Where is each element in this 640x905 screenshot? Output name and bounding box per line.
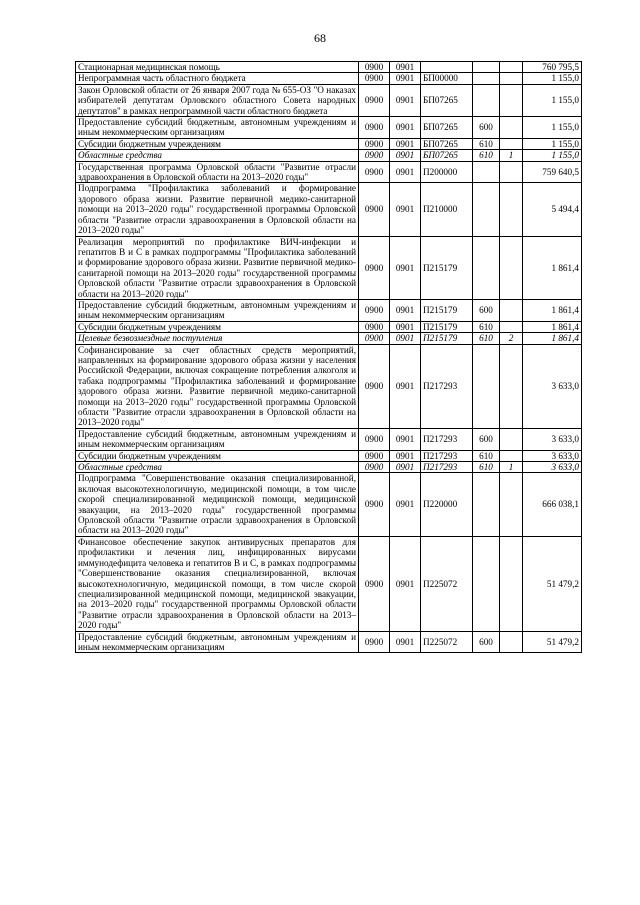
section-code-cell: 0900 (359, 450, 390, 461)
table-row (76, 428, 582, 450)
amount-cell: 3 633,0 (523, 462, 582, 473)
expense-type-cell (473, 473, 500, 536)
target-article-cell: П210000 (421, 183, 473, 236)
expense-type-cell: 610 (473, 333, 500, 344)
row-name-cell: Финансовое обеспечение закупок антивирусных препаратов для профилактики и лечения лиц, инфицированных вирусами иммунодефицита человека и гепатитов В и С, в рамках подпрограммы "Совершенствование оказания специализированной, включая высокотехнологичную, медицинской помощи, в том числе скорой специализированной медицинской помощи, медицинской эвакуации, на 2013–2020 годы" государственной программы Орловской области "Развитие отрасли здравоохранения в Орловской области на 2013–2020 годы" (76, 536, 359, 631)
table-row (76, 62, 582, 73)
row-name-cell: Субсидии бюджетным учреждениям (76, 138, 359, 149)
row-name-cell: Целевые безвозмездные поступления (76, 333, 359, 344)
source-cell (500, 84, 523, 116)
source-cell (500, 450, 523, 461)
subsection-code-cell: 0901 (390, 73, 421, 84)
amount-cell: 3 633,0 (523, 450, 582, 461)
subsection-code-cell: 0901 (390, 84, 421, 116)
source-cell (500, 344, 523, 428)
expense-type-cell: 610 (473, 321, 500, 332)
amount-cell: 3 633,0 (523, 428, 582, 450)
source-cell (500, 473, 523, 536)
target-article-cell: П217293 (421, 450, 473, 461)
subsection-code-cell: 0901 (390, 344, 421, 428)
source-cell (500, 138, 523, 149)
amount-cell: 1 861,4 (523, 333, 582, 344)
target-article-cell: БП07265 (421, 150, 473, 161)
table-row (76, 450, 582, 461)
target-article-cell: П217293 (421, 462, 473, 473)
section-code-cell: 0900 (359, 138, 390, 149)
subsection-code-cell: 0901 (390, 428, 421, 450)
expense-type-cell: 600 (473, 631, 500, 653)
section-code-cell: 0900 (359, 321, 390, 332)
table-row (76, 150, 582, 161)
section-code-cell: 0900 (359, 84, 390, 116)
subsection-code-cell: 0901 (390, 321, 421, 332)
target-article-cell: П215179 (421, 333, 473, 344)
budget-table (75, 61, 582, 653)
amount-cell: 3 633,0 (523, 344, 582, 428)
expense-type-cell (473, 236, 500, 299)
table-row (76, 321, 582, 332)
amount-cell: 760 795,5 (523, 62, 582, 73)
amount-cell: 51 479,2 (523, 631, 582, 653)
subsection-code-cell: 0901 (390, 450, 421, 461)
amount-cell: 5 494,4 (523, 183, 582, 236)
table-row (76, 183, 582, 236)
expense-type-cell (473, 161, 500, 183)
row-name-cell: Закон Орловской области от 26 января 2007 года № 655-ОЗ "О наказах избирателей депутатам Орловского областного Совета народных депутатов" в рамках непрограммной части областного бюджета (76, 84, 359, 116)
expense-type-cell: 610 (473, 462, 500, 473)
target-article-cell: П225072 (421, 631, 473, 653)
expense-type-cell (473, 183, 500, 236)
expense-type-cell (473, 62, 500, 73)
row-name-cell: Реализация мероприятий по профилактике ВИЧ-инфекции и гепатитов В и С в рамках подпрограммы "Профилактика заболеваний и формирование здорового образа жизни. Развитие первичной медико-санитарной помощи на 2013–2020 годы" государственной программы Орловской области "Развитие отрасли здравоохранения в Орловской области на 2013–2020 годы" (76, 236, 359, 299)
source-cell (500, 631, 523, 653)
amount-cell: 1 155,0 (523, 117, 582, 139)
expense-type-cell: 600 (473, 117, 500, 139)
row-name-cell: Субсидии бюджетным учреждениям (76, 321, 359, 332)
source-cell: 1 (500, 462, 523, 473)
section-code-cell: 0900 (359, 333, 390, 344)
source-cell: 1 (500, 150, 523, 161)
target-article-cell: БП07265 (421, 84, 473, 116)
table-row (76, 236, 582, 299)
row-name-cell: Подпрограмма "Профилактика заболеваний и формирование здорового образа жизни. Развитие первичной медико-санитарной помощи на 2013–2020 годы" государственной программы Орловской области "Развитие отрасли здравоохранения в Орловской области на 2013–2020 годы" (76, 183, 359, 236)
amount-cell: 1 861,4 (523, 299, 582, 321)
source-cell (500, 536, 523, 631)
row-name-cell: Подпрограмма "Совершенствование оказания специализированной, включая высокотехнологичную, медицинской помощи, в том числе скорой специализированной медицинской помощи, медицинской эвакуации, на 2013–2020 годы" государственной программы Орловской области "Развитие отрасли здравоохранения в Орловской области на 2013–2020 годы" (76, 473, 359, 536)
target-article-cell: П215179 (421, 236, 473, 299)
section-code-cell: 0900 (359, 117, 390, 139)
section-code-cell: 0900 (359, 161, 390, 183)
subsection-code-cell: 0901 (390, 299, 421, 321)
expense-type-cell: 610 (473, 138, 500, 149)
row-name-cell: Стационарная медицинская помощь (76, 62, 359, 73)
source-cell (500, 236, 523, 299)
amount-cell: 1 861,4 (523, 321, 582, 332)
table-row (76, 631, 582, 653)
amount-cell: 1 155,0 (523, 138, 582, 149)
expense-type-cell: 600 (473, 428, 500, 450)
subsection-code-cell: 0901 (390, 117, 421, 139)
amount-cell: 666 038,1 (523, 473, 582, 536)
target-article-cell (421, 62, 473, 73)
row-name-cell: Субсидии бюджетным учреждениям (76, 450, 359, 461)
section-code-cell: 0900 (359, 299, 390, 321)
table-row (76, 299, 582, 321)
amount-cell: 1 155,0 (523, 84, 582, 116)
expense-type-cell (473, 84, 500, 116)
subsection-code-cell: 0901 (390, 536, 421, 631)
section-code-cell: 0900 (359, 462, 390, 473)
target-article-cell: БП07265 (421, 117, 473, 139)
target-article-cell: П220000 (421, 473, 473, 536)
table-row (76, 117, 582, 139)
target-article-cell: П215179 (421, 321, 473, 332)
subsection-code-cell: 0901 (390, 236, 421, 299)
row-name-cell: Софинансирование за счет областных средств мероприятий, направленных на формирование здорового образа жизни у населения Российской Федерации, включая сокращение потребления алкоголя и табака подпрограммы "Профилактика заболеваний и формирование здорового образа жизни. Развитие первичной медико-санитарной помощи на 2013–2020 годы" государственной программы Орловской области "Развитие отрасли здравоохранения в Орловской области на 2013–2020 годы" (76, 344, 359, 428)
table-row (76, 84, 582, 116)
table-row (76, 536, 582, 631)
page-number: 68 (314, 31, 326, 45)
amount-cell: 1 155,0 (523, 73, 582, 84)
section-code-cell: 0900 (359, 150, 390, 161)
table-row (76, 138, 582, 149)
source-cell (500, 73, 523, 84)
subsection-code-cell: 0901 (390, 631, 421, 653)
row-name-cell: Предоставление субсидий бюджетным, автономным учреждениям и иным некоммерческим организациям (76, 631, 359, 653)
row-name-cell: Предоставление субсидий бюджетным, автономным учреждениям и иным некоммерческим организациям (76, 428, 359, 450)
expense-type-cell (473, 73, 500, 84)
source-cell (500, 299, 523, 321)
amount-cell: 1 861,4 (523, 236, 582, 299)
row-name-cell: Областные средства (76, 462, 359, 473)
table-row (76, 161, 582, 183)
row-name-cell: Предоставление субсидий бюджетным, автономным учреждениям и иным некоммерческим организациям (76, 117, 359, 139)
budget-table-body (76, 62, 582, 653)
section-code-cell: 0900 (359, 428, 390, 450)
section-code-cell: 0900 (359, 73, 390, 84)
expense-type-cell (473, 536, 500, 631)
section-code-cell: 0900 (359, 631, 390, 653)
amount-cell: 1 155,0 (523, 150, 582, 161)
row-name-cell: Государственная программа Орловской области "Развитие отрасли здравоохранения в Орловской области на 2013–2020 годы" (76, 161, 359, 183)
source-cell (500, 321, 523, 332)
target-article-cell: П200000 (421, 161, 473, 183)
subsection-code-cell: 0901 (390, 138, 421, 149)
target-article-cell: П225072 (421, 536, 473, 631)
table-row (76, 333, 582, 344)
source-cell (500, 428, 523, 450)
row-name-cell: Областные средства (76, 150, 359, 161)
subsection-code-cell: 0901 (390, 62, 421, 73)
target-article-cell: БП07265 (421, 138, 473, 149)
section-code-cell: 0900 (359, 536, 390, 631)
section-code-cell: 0900 (359, 473, 390, 536)
target-article-cell: БП00000 (421, 73, 473, 84)
expense-type-cell: 610 (473, 450, 500, 461)
source-cell: 2 (500, 333, 523, 344)
subsection-code-cell: 0901 (390, 462, 421, 473)
row-name-cell: Предоставление субсидий бюджетным, автономным учреждениям и иным некоммерческим организациям (76, 299, 359, 321)
source-cell (500, 117, 523, 139)
table-row (76, 473, 582, 536)
subsection-code-cell: 0901 (390, 333, 421, 344)
subsection-code-cell: 0901 (390, 150, 421, 161)
source-cell (500, 183, 523, 236)
source-cell (500, 161, 523, 183)
subsection-code-cell: 0901 (390, 161, 421, 183)
expense-type-cell: 610 (473, 150, 500, 161)
section-code-cell: 0900 (359, 236, 390, 299)
target-article-cell: П215179 (421, 299, 473, 321)
table-row (76, 344, 582, 428)
table-row (76, 73, 582, 84)
row-name-cell: Непрограммная часть областного бюджета (76, 73, 359, 84)
expense-type-cell (473, 344, 500, 428)
table-row (76, 462, 582, 473)
section-code-cell: 0900 (359, 62, 390, 73)
expense-type-cell: 600 (473, 299, 500, 321)
amount-cell: 759 640,5 (523, 161, 582, 183)
target-article-cell: П217293 (421, 344, 473, 428)
section-code-cell: 0900 (359, 183, 390, 236)
section-code-cell: 0900 (359, 344, 390, 428)
target-article-cell: П217293 (421, 428, 473, 450)
amount-cell: 51 479,2 (523, 536, 582, 631)
subsection-code-cell: 0901 (390, 183, 421, 236)
subsection-code-cell: 0901 (390, 473, 421, 536)
source-cell (500, 62, 523, 73)
